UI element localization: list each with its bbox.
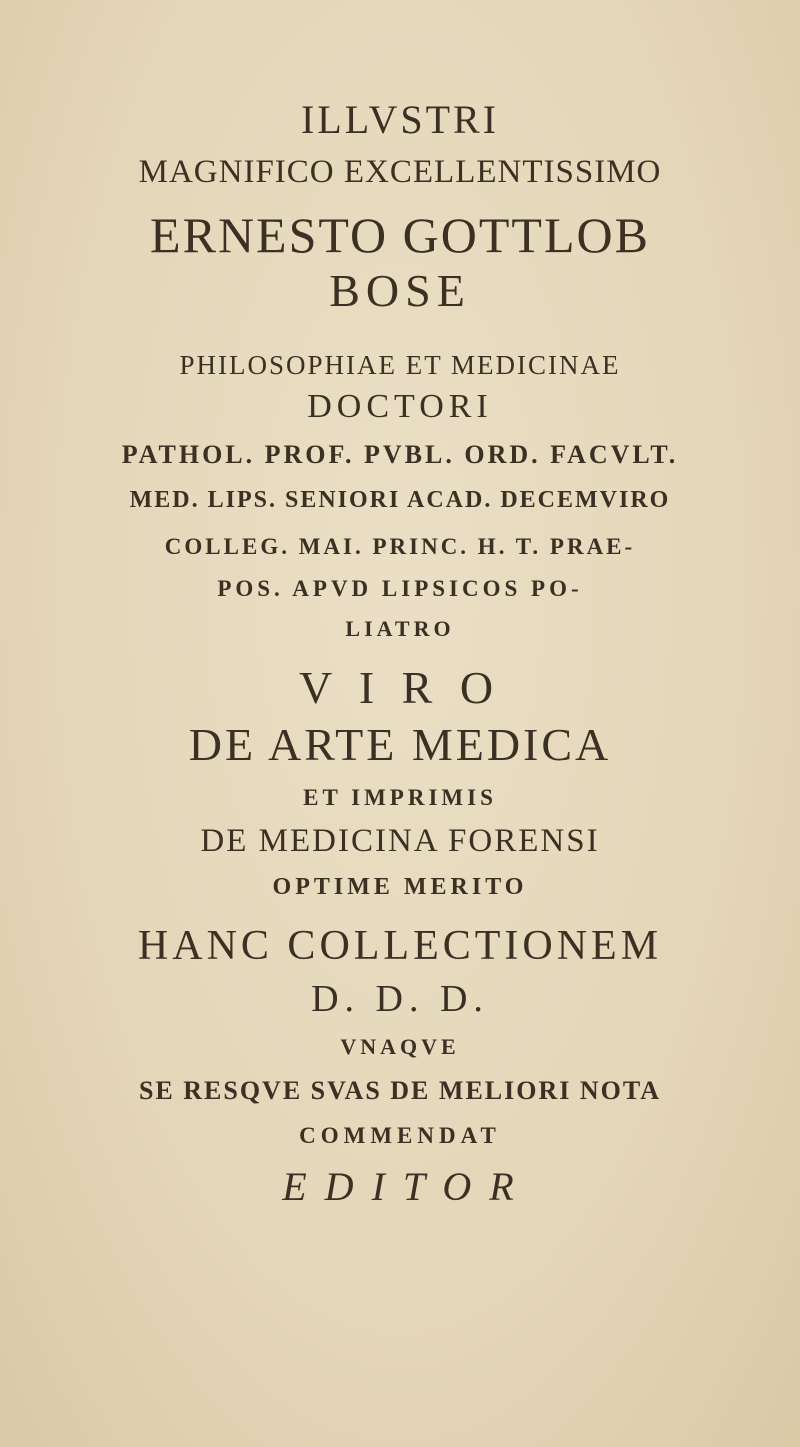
line-et-imprimis: ET IMPRIMIS xyxy=(303,785,497,810)
line-de-arte: DE ARTE MEDICA xyxy=(188,719,612,770)
line-magnifico: MAGNIFICO EXCELLENTISSIMO xyxy=(138,154,662,190)
line-surname: BOSE xyxy=(329,265,471,316)
line-ddd: D. D. D. xyxy=(311,978,489,1020)
line-commendat: COMMENDAT xyxy=(299,1123,501,1148)
line-viro: V I R O xyxy=(298,662,502,713)
line-liatro: LIATRO xyxy=(345,616,455,641)
line-pathol: PATHOL. PROF. PVBL. ORD. FACVLT. xyxy=(121,440,679,469)
line-name: ERNESTO GOTTLOB xyxy=(150,207,650,263)
line-medicina-forensi: DE MEDICINA FORENSI xyxy=(200,823,600,859)
line-pos: POS. APVD LIPSICOS PO- xyxy=(217,576,583,601)
line-editor: E D I T O R xyxy=(282,1164,518,1209)
line-optime: OPTIME MERITO xyxy=(272,874,528,900)
line-med: MED. LIPS. SENIORI ACAD. DECEMVIRO xyxy=(129,487,671,513)
line-se-resqve: SE RESQVE SVAS DE MELIORI NOTA xyxy=(138,1076,662,1105)
line-illvstri: ILLVSTRI xyxy=(300,97,500,142)
line-doctori: DOCTORI xyxy=(307,388,493,425)
line-vnaqve: VNAQVE xyxy=(340,1034,460,1059)
line-colleg: COLLEG. MAI. PRINC. H. T. PRAE- xyxy=(164,534,636,559)
line-philosophiae: PHILOSOPHIAE ET MEDICINAE xyxy=(179,350,621,380)
line-hanc: HANC COLLECTIONEM xyxy=(137,923,663,969)
